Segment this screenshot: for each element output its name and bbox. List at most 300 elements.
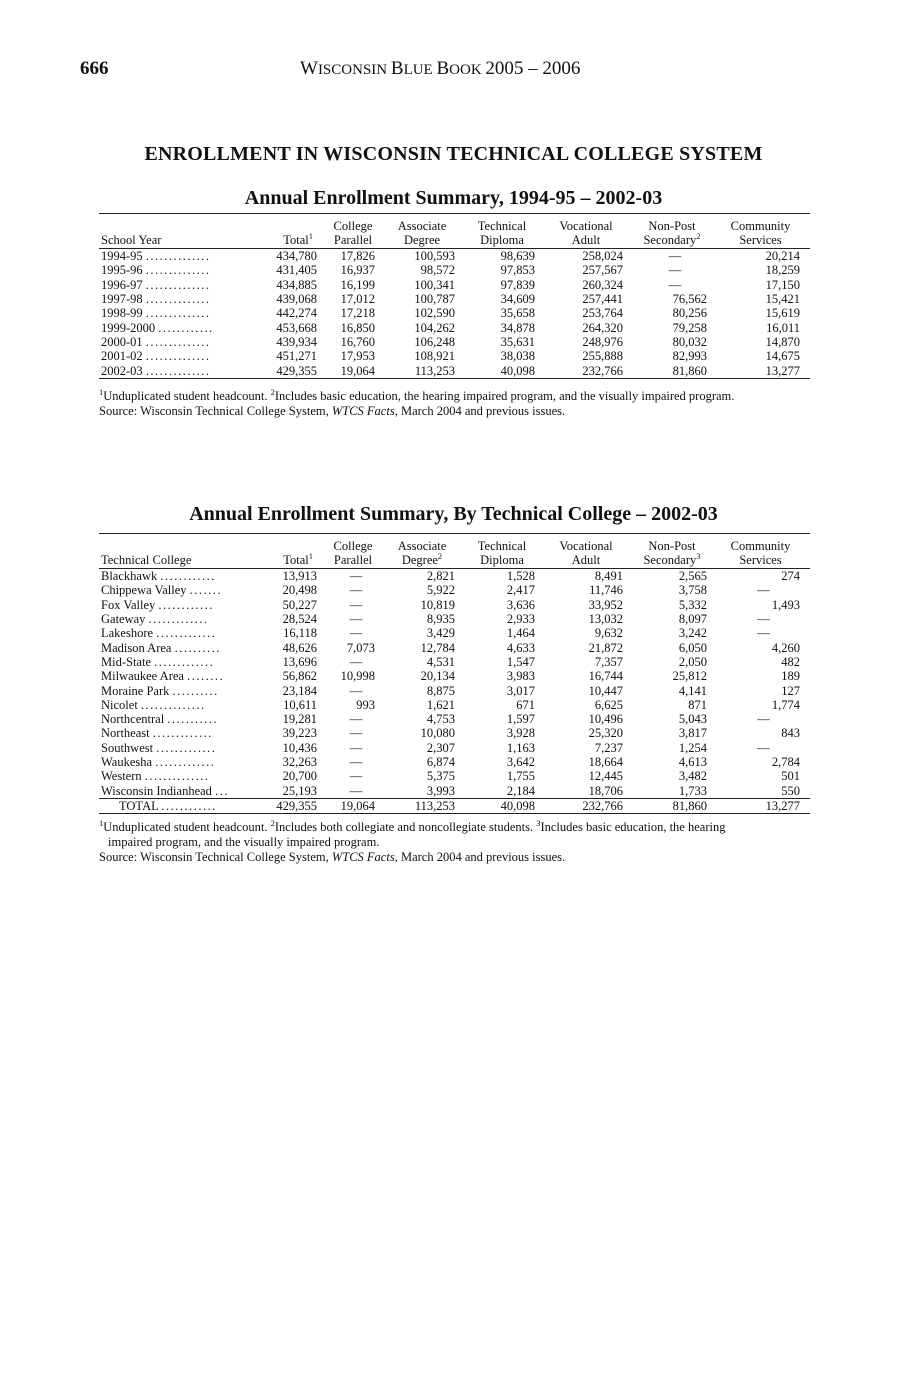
data-cell: 12,445	[588, 769, 623, 784]
column-header-text: Degree	[403, 232, 441, 247]
data-cell: 15,619	[765, 306, 800, 321]
column-header-line1: Non-Post	[648, 539, 696, 553]
column-header-line1	[255, 220, 313, 234]
row-label: Lakeshore	[101, 626, 154, 641]
leader-dots: ...	[215, 783, 229, 798]
data-cell: 80,032	[672, 334, 707, 349]
data-cell: 20,498	[282, 583, 317, 598]
row-label: Fox Valley	[101, 597, 156, 612]
table-row	[99, 683, 810, 697]
data-cell: 17,150	[765, 277, 800, 292]
header-row	[99, 534, 810, 569]
column-header-text: Secondary	[643, 552, 697, 567]
row-label: 2000-01	[101, 334, 143, 349]
row-label-cell	[99, 669, 255, 683]
data-cell: 39,223	[282, 726, 317, 741]
table-row	[99, 755, 810, 769]
row-label-cell	[99, 626, 255, 640]
data-cell: 5,043	[678, 712, 707, 727]
data-cell: 20,700	[282, 769, 317, 784]
data-cell: —	[349, 626, 363, 641]
data-cell: —	[757, 626, 770, 641]
data-cell: 1,597	[506, 712, 535, 727]
data-cell: —	[349, 755, 363, 769]
table-header	[99, 214, 810, 249]
data-cell: —	[349, 654, 363, 669]
data-cell: 15,421	[765, 292, 800, 307]
column-header	[465, 214, 545, 249]
data-cell: 3,758	[678, 583, 707, 598]
data-cell: 113,253	[385, 798, 465, 813]
footnote-marker: 2	[270, 387, 275, 397]
data-cell: 100,593	[414, 249, 455, 264]
data-cell: 8,935	[426, 612, 455, 627]
data-cell: 10,998	[340, 669, 375, 684]
data-cell: 34,609	[500, 292, 535, 307]
data-cell: 10,080	[420, 726, 455, 741]
data-cell: —	[668, 263, 682, 278]
table-row	[99, 569, 810, 584]
column-header-text: Technical College	[101, 552, 192, 567]
source-suffix: , March 2004 and previous issues.	[394, 850, 566, 864]
data-cell: 501	[781, 769, 800, 784]
data-cell: 274	[781, 569, 800, 584]
table-body	[99, 569, 810, 814]
data-cell: 6,874	[426, 755, 455, 769]
column-header-line2	[545, 554, 627, 568]
footnote-marker: 1	[308, 230, 313, 241]
data-cell: 993	[356, 697, 375, 712]
column-header	[633, 214, 717, 249]
data-cell: 20,214	[765, 249, 800, 264]
data-cell: 28,524	[282, 612, 317, 627]
table-title-annual: Annual Enrollment Summary, 1994-95 – 2002-03	[244, 187, 663, 209]
column-header-line2	[327, 234, 379, 248]
data-cell: 48,626	[282, 640, 317, 655]
row-label: Chippewa Valley	[101, 583, 187, 598]
section-title: ENROLLMENT IN WISCONSIN TECHNICAL COLLEGE SYSTEM	[144, 143, 763, 165]
data-cell: 20,134	[420, 669, 455, 684]
row-label-cell	[99, 683, 255, 697]
column-header	[255, 534, 327, 569]
data-cell: 8,875	[426, 683, 455, 698]
leader-dots: ..............	[145, 292, 211, 307]
column-header	[633, 534, 717, 569]
footnote-line	[99, 820, 811, 835]
column-header-line2	[465, 234, 539, 248]
data-cell: 14,870	[765, 334, 800, 349]
data-cell: 56,862	[282, 669, 317, 684]
data-cell: 19,064	[327, 363, 385, 378]
footnote-text: Includes basic education, the hearing	[540, 820, 726, 834]
data-cell: 439,068	[276, 292, 317, 307]
data-cell: 16,011	[766, 320, 800, 335]
column-header-line1: Associate	[397, 219, 447, 233]
column-header-line2	[101, 554, 249, 568]
data-cell: 33,952	[588, 597, 623, 612]
footnote-line	[99, 389, 811, 404]
row-label-cell	[99, 278, 255, 292]
data-cell: 453,668	[276, 320, 317, 335]
data-cell: 23,184	[282, 683, 317, 698]
leader-dots: .............	[156, 740, 217, 755]
row-label: Nicolet	[101, 697, 138, 712]
row-label-cell	[99, 569, 255, 584]
data-cell: 113,253	[385, 363, 465, 378]
column-header	[545, 214, 633, 249]
data-cell: 10,496	[588, 712, 623, 727]
data-cell: 3,642	[506, 755, 535, 769]
column-header-line2	[545, 234, 627, 248]
data-cell: 9,632	[594, 626, 623, 641]
data-cell: 5,332	[678, 597, 707, 612]
data-cell: 671	[516, 697, 535, 712]
source-prefix: Source: Wisconsin Technical College System,	[99, 404, 332, 418]
data-cell: 7,073	[346, 640, 375, 655]
column-header-line2	[385, 234, 459, 248]
data-cell: 79,258	[672, 320, 707, 335]
data-cell: 3,017	[506, 683, 535, 698]
table-row	[99, 363, 810, 378]
data-cell: 100,341	[414, 277, 455, 292]
data-cell: 248,976	[582, 334, 623, 349]
data-cell: 100,787	[414, 292, 455, 307]
column-header-text: Parallel	[333, 552, 373, 567]
data-cell: 40,098	[465, 798, 545, 813]
data-cell: 3,928	[506, 726, 535, 741]
column-header-text: Total	[283, 232, 309, 247]
leader-dots: ............	[158, 320, 214, 335]
data-cell: 13,032	[588, 612, 623, 627]
row-label-cell	[99, 698, 255, 712]
column-header-line2	[327, 554, 379, 568]
data-cell: 10,611	[283, 697, 317, 712]
data-cell: 25,193	[282, 783, 317, 798]
column-header-text: Services	[739, 232, 782, 247]
row-label: Milwaukee Area	[101, 669, 184, 684]
data-cell: —	[668, 249, 682, 264]
data-cell: 17,826	[340, 249, 375, 264]
data-cell: 1,755	[506, 769, 535, 784]
data-cell: 81,860	[633, 798, 717, 813]
row-label: Madison Area	[101, 640, 172, 655]
leader-dots: ..............	[140, 697, 206, 712]
data-cell: —	[757, 583, 770, 598]
column-header-line2	[717, 554, 804, 568]
row-label-cell	[99, 583, 255, 597]
data-cell: 439,934	[276, 334, 317, 349]
column-header-line1: College	[333, 219, 373, 233]
row-label-cell	[99, 741, 255, 755]
row-label-cell	[99, 726, 255, 740]
column-header-line1: Community	[730, 219, 791, 233]
column-header-line2	[633, 230, 711, 248]
data-cell: —	[349, 712, 363, 727]
data-cell: 25,320	[588, 726, 623, 741]
column-header-text: Diploma	[480, 232, 524, 247]
footnote-marker: 1	[99, 818, 104, 828]
table-row	[99, 769, 810, 783]
table-row	[99, 249, 810, 264]
data-cell: 4,633	[506, 640, 535, 655]
data-cell: 18,259	[765, 263, 800, 278]
data-cell: 12,784	[420, 640, 455, 655]
leader-dots: .............	[155, 755, 216, 769]
data-cell: 10,819	[420, 597, 455, 612]
data-cell: 3,817	[678, 726, 707, 741]
column-header	[255, 214, 327, 249]
column-header-line2	[101, 234, 249, 248]
data-cell: 550	[781, 783, 800, 798]
data-cell: 4,613	[678, 755, 707, 769]
row-label: 1999-2000	[101, 320, 156, 335]
row-label: 1996-97	[101, 277, 143, 292]
leader-dots: ..............	[145, 306, 211, 321]
data-cell: 40,098	[465, 363, 545, 378]
data-cell: 13,913	[282, 569, 317, 584]
table-notes	[99, 820, 811, 865]
data-cell: 253,764	[582, 306, 623, 321]
column-header-line1	[101, 540, 249, 554]
row-label: Moraine Park	[101, 683, 170, 698]
data-cell: 10,447	[588, 683, 623, 698]
data-cell: 4,531	[426, 654, 455, 669]
data-cell: 429,355	[255, 363, 327, 378]
column-header-line1: Community	[730, 539, 791, 553]
table-header	[99, 534, 810, 569]
enrollment-by-year-table	[99, 213, 810, 379]
data-cell: 1,621	[426, 697, 455, 712]
data-cell: —	[757, 712, 770, 727]
footnote-text: Unduplicated student headcount.	[103, 820, 271, 834]
leader-dots: ..............	[145, 263, 211, 278]
leader-dots: .............	[154, 654, 215, 669]
data-cell: 32,263	[282, 755, 317, 769]
data-cell: 98,639	[500, 249, 535, 264]
footnote-marker: 2	[437, 550, 443, 561]
data-cell: 21,872	[588, 640, 623, 655]
column-header-text: Parallel	[333, 232, 373, 247]
column-header-line1: Technical	[477, 539, 527, 553]
column-header	[327, 534, 385, 569]
header-row	[99, 214, 810, 249]
data-cell: 1,528	[506, 569, 535, 584]
data-cell: 10,436	[282, 740, 317, 755]
column-header-line1: Associate	[397, 539, 447, 553]
data-cell: 1,254	[678, 740, 707, 755]
column-header-line1: Vocational	[559, 219, 613, 233]
table-row	[99, 306, 810, 320]
column-header-line2	[717, 234, 804, 248]
data-cell: 257,567	[582, 263, 623, 278]
column-header	[99, 534, 255, 569]
leader-dots: ..............	[145, 349, 211, 364]
footnote-marker: 3	[536, 818, 541, 828]
row-label: 2002-03	[101, 363, 143, 378]
data-cell: —	[349, 683, 363, 698]
data-cell: 451,271	[276, 349, 317, 364]
running-head-part: 2005 – 2006	[485, 58, 581, 79]
row-label-cell	[99, 335, 255, 349]
data-cell: 482	[781, 654, 800, 669]
data-cell: 257,441	[582, 292, 623, 307]
row-label-cell	[99, 755, 255, 769]
row-label-cell	[99, 320, 255, 334]
data-cell: —	[349, 783, 363, 798]
data-cell: 442,274	[276, 306, 317, 321]
footnote-text: Unduplicated student headcount.	[103, 389, 271, 403]
leader-dots: ..............	[145, 334, 211, 349]
data-cell: 2,307	[426, 740, 455, 755]
row-label-cell	[99, 640, 255, 654]
data-cell: 4,141	[678, 683, 707, 698]
table-row	[99, 626, 810, 640]
column-header	[717, 214, 810, 249]
column-header-line2	[465, 554, 539, 568]
row-label: 2001-02	[101, 349, 143, 364]
row-label-cell	[99, 349, 255, 363]
data-cell: 98,572	[420, 263, 455, 278]
footnote-text: Includes both collegiate and noncollegiate students.	[274, 820, 537, 834]
column-header-text: Total	[283, 552, 309, 567]
table-row	[99, 349, 810, 363]
data-cell: —	[349, 597, 363, 612]
data-cell: 16,118	[283, 626, 317, 641]
data-cell: —	[349, 726, 363, 741]
column-header-line1	[255, 540, 313, 554]
data-cell: 35,658	[500, 306, 535, 321]
row-label-cell	[99, 783, 255, 798]
data-cell: 127	[781, 683, 800, 698]
table-row	[99, 598, 810, 612]
leader-dots: .............	[152, 726, 213, 741]
column-header-text: Degree	[401, 552, 438, 567]
data-cell: —	[668, 277, 682, 292]
row-label: Blackhawk	[101, 569, 158, 584]
table-row	[99, 698, 810, 712]
column-header	[385, 534, 465, 569]
data-cell: 11,746	[589, 583, 623, 598]
footnote-marker: 1	[308, 550, 313, 561]
data-cell: 97,853	[500, 263, 535, 278]
data-cell: 232,766	[545, 798, 633, 813]
data-cell: 2,050	[678, 654, 707, 669]
row-label-cell	[99, 363, 255, 378]
data-cell: 1,733	[678, 783, 707, 798]
table-row	[99, 726, 810, 740]
row-label-cell	[99, 655, 255, 669]
row-label: Northcentral	[101, 712, 165, 727]
data-cell: 102,590	[414, 306, 455, 321]
data-cell: 1,464	[506, 626, 535, 641]
leader-dots: ...........	[167, 712, 219, 727]
row-label: 1997-98	[101, 292, 143, 307]
data-cell: 264,320	[582, 320, 623, 335]
data-cell: 16,850	[340, 320, 375, 335]
data-cell: 18,706	[588, 783, 623, 798]
page-header	[80, 58, 820, 88]
running-head-part: W	[300, 58, 318, 79]
data-cell: 260,324	[582, 277, 623, 292]
data-cell: 189	[781, 669, 800, 684]
column-header	[385, 214, 465, 249]
data-cell: 6,050	[678, 640, 707, 655]
source-line	[99, 850, 811, 865]
data-cell: 3,993	[426, 783, 455, 798]
leader-dots: ..............	[145, 363, 211, 378]
leader-dots: .............	[156, 626, 217, 641]
data-cell: 429,355	[255, 798, 327, 813]
column-header-text: Adult	[571, 552, 601, 567]
data-cell: 2,417	[506, 583, 535, 598]
running-head-part: B	[436, 58, 450, 79]
data-cell: 13,277	[717, 363, 810, 378]
table-row	[99, 292, 810, 306]
data-cell: 76,562	[672, 292, 707, 307]
table-row	[99, 712, 810, 726]
column-header-line1: Technical	[477, 219, 527, 233]
table-row	[99, 263, 810, 277]
running-head-part: ISCONSIN	[317, 62, 391, 78]
row-label: 1995-96	[101, 263, 143, 278]
source-suffix: , March 2004 and previous issues.	[394, 404, 566, 418]
column-header-line1	[101, 220, 249, 234]
page-number: 666	[80, 58, 109, 79]
leader-dots: ..............	[144, 769, 210, 784]
leader-dots: .......	[189, 583, 223, 598]
running-head-part: OOK	[449, 62, 486, 78]
footnote-marker: 2	[696, 230, 701, 241]
data-cell: 258,024	[582, 249, 623, 264]
data-cell: 38,038	[500, 349, 535, 364]
column-header-text: Secondary	[643, 232, 697, 247]
data-cell: 17,218	[340, 306, 375, 321]
data-cell: 3,242	[678, 626, 707, 641]
row-label: Mid-State	[101, 654, 151, 669]
column-header-text: Services	[739, 552, 782, 567]
data-cell: 7,357	[594, 654, 623, 669]
row-label: Gateway	[101, 612, 146, 627]
column-header-text: Adult	[571, 232, 601, 247]
table-notes	[99, 389, 811, 419]
data-cell: 3,429	[426, 626, 455, 641]
data-cell: 434,885	[276, 277, 317, 292]
data-cell: 4,753	[426, 712, 455, 727]
footnote-continuation: impaired program, and the visually impaired program.	[108, 835, 380, 849]
column-header-line1: Vocational	[559, 539, 613, 553]
table-row	[99, 669, 810, 683]
table-title-by-college: Annual Enrollment Summary, By Technical College – 2002-03	[189, 503, 718, 525]
row-label: 1998-99	[101, 306, 143, 321]
data-cell: 2,933	[506, 612, 535, 627]
row-label: Wisconsin Indianhead	[101, 783, 212, 798]
column-header	[717, 534, 810, 569]
data-cell: 82,993	[672, 349, 707, 364]
data-cell: 97,839	[500, 277, 535, 292]
data-cell: 6,625	[594, 697, 623, 712]
row-label-cell	[99, 798, 255, 813]
data-cell: 5,922	[426, 583, 455, 598]
table-row	[99, 583, 810, 597]
source-line	[99, 404, 811, 419]
data-cell: 4,260	[771, 640, 800, 655]
data-cell: 13,696	[282, 654, 317, 669]
row-label-cell	[99, 769, 255, 783]
data-cell: 81,860	[633, 363, 717, 378]
footnote-marker: 2	[270, 818, 275, 828]
data-cell: 104,262	[414, 320, 455, 335]
table-row	[99, 783, 810, 798]
